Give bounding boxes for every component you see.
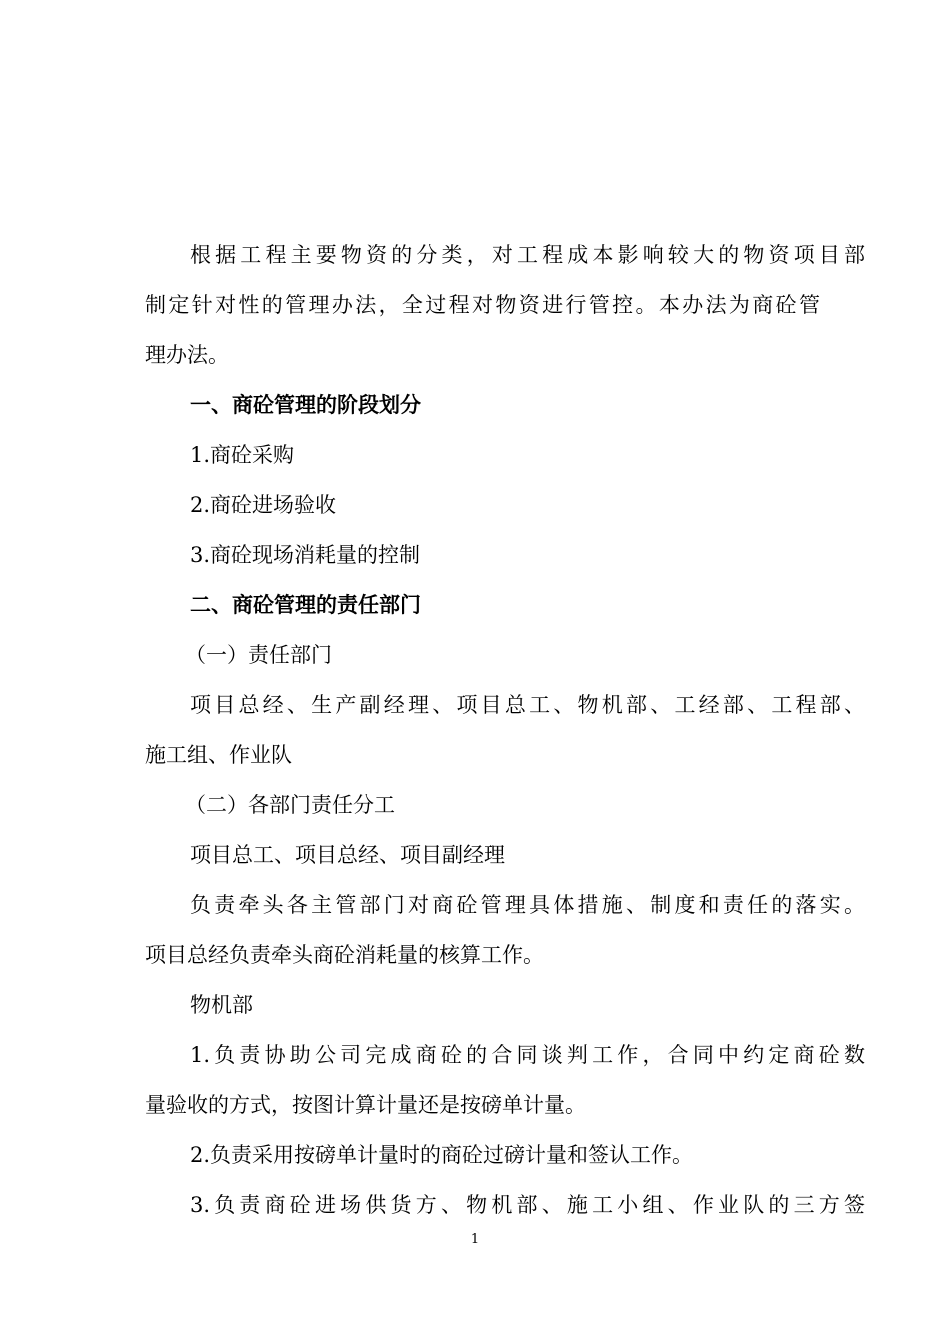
- materials-duty-1-line-2: 量验收的方式，按图计算计量还是按磅单计量。: [145, 1093, 586, 1117]
- role-duty-line-2: 项目总经负责牵头商砼消耗量的核算工作。: [145, 943, 544, 967]
- subsection-heading-1: （一）责任部门: [185, 643, 332, 667]
- role-duty-line-1: 负责牵头各主管部门对商砼管理具体措施、制度和责任的落实。: [190, 893, 865, 917]
- materials-duty-1-line-1: 1.负责协助公司完成商砼的合同谈判工作，合同中约定商砼数: [190, 1043, 865, 1067]
- document-body: [145, 230, 865, 1230]
- materials-duty-2: 2.负责采用按磅单计量时的商砼过磅计量和签认工作。: [190, 1143, 694, 1167]
- page-number: 1: [470, 1232, 480, 1247]
- paragraph-intro-line-3: 理办法。: [145, 343, 229, 367]
- section-heading-1: 一、商砼管理的阶段划分: [190, 392, 421, 417]
- paragraph-intro-line-1: 根据工程主要物资的分类，对工程成本影响较大的物资项目部: [190, 243, 865, 267]
- list-item-stage-2: 2.商砼进场验收: [190, 493, 337, 517]
- departments-line-2: 施工组、作业队: [145, 743, 292, 767]
- list-item-stage-1: 1.商砼采购: [190, 443, 295, 467]
- list-item-stage-3: 3.商砼现场消耗量的控制: [190, 543, 421, 567]
- materials-duty-3-line-1: 3.负责商砼进场供货方、物机部、施工小组、作业队的三方签: [190, 1193, 865, 1217]
- section-heading-2: 二、商砼管理的责任部门: [190, 592, 421, 617]
- paragraph-intro-line-2: 制定针对性的管理办法，全过程对物资进行管控。本办法为商砼管: [145, 293, 820, 317]
- role-heading-project-leads: 项目总工、项目总经、项目副经理: [190, 843, 505, 867]
- departments-line-1: 项目总经、生产副经理、项目总工、物机部、工经部、工程部、: [190, 693, 865, 717]
- subsection-heading-2: （二）各部门责任分工: [185, 793, 395, 817]
- role-heading-materials-dept: 物机部: [190, 993, 253, 1017]
